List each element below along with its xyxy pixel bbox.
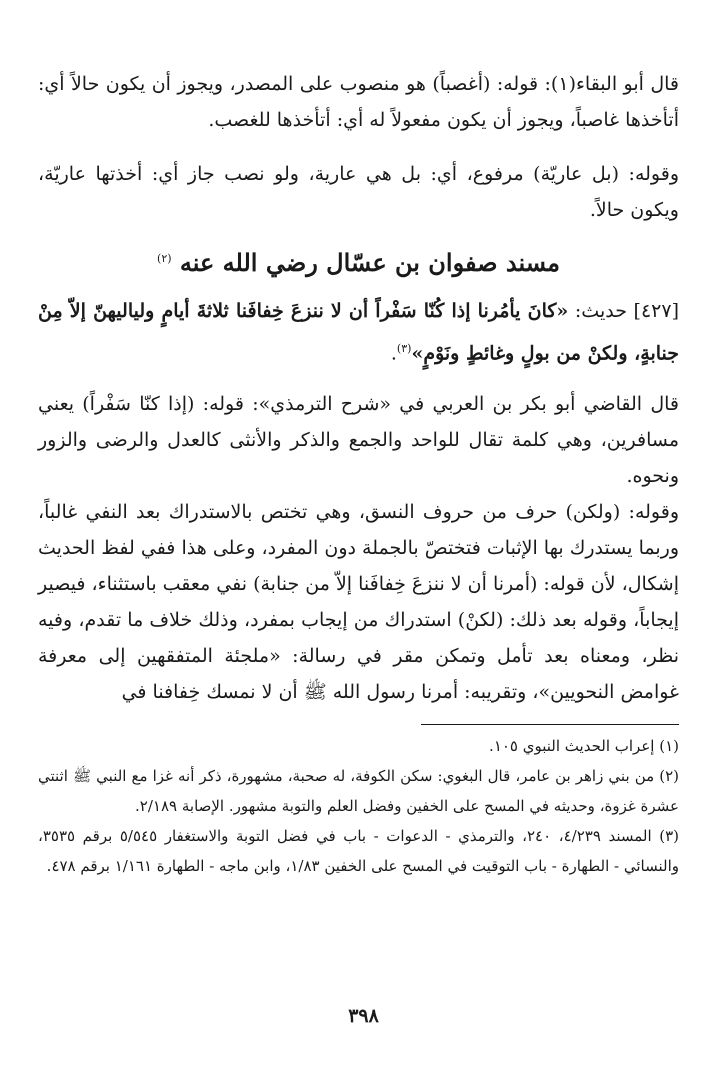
page-number: ٣٩٨	[348, 1005, 379, 1027]
hadith-number: [٤٢٧] حديث:	[568, 300, 679, 322]
footnote-1: (١) إعراب الحديث النبوي ١٠٥.	[489, 737, 679, 756]
footnote-2: (٢) من بني زاهر بن عامر، قال البغوي: سكن الكوفة، له صحبة، مشهورة، ذكر أنه غزا مع النبي ﷺ اثنتي عشرة غزوة، وحديثه في المسح على الخفين وفضل العلم والتوبة مشهور. الإصابة ٢/١٨٩.	[38, 767, 679, 816]
section-heading	[38, 242, 679, 280]
paragraph-ibn-al-arabi: قال القاضي أبو بكر بن العربي في «شرح الترمذي»: قوله: (إذا كنّا سَفْراً) يعني مسافرين، وهي كلمة تقال للواحد والجمع والذكر والأنثى كالعدل والرضى والزور ونحوه.	[38, 393, 679, 488]
paragraph-abu-al-baqa: قال أبو البقاء(١): قوله: (أغصباً) هو منصوب على المصدر، ويجوز أن يكون حالاً أي: أتأخذها غاصباً، ويجوز أن يكون مفعولاً له أي: أتأخذها للغصب.	[38, 73, 680, 131]
footnotes	[38, 731, 679, 881]
hadith-end: .	[390, 342, 397, 365]
paragraph-wa-lakin: وقوله: (ولكن) حرف من حروف النسق، وهي تختص بالاستدراك بعد النفي غالباً، وربما يستدرك بها الإثبات فتختصّ بالجملة دون المفرد، وعلى هذا ففي لفظ الحديث إشكال، لأن قوله: (أمرنا أن لا ننزعَ خِفافَنا إلاّ من جنابة) نفي معقب باستثناء، فيصير إيجاباً، وقوله بعد ذلك: (لكنْ) استدراك من إيجاب بمفرد، وذلك خلاف ما تقدم، وفيه نظر، ومعناه بعد تأمل وتمكن مقر في رسالة: «ملجئة المتفقهين إلى معرفة غوامض النحويين»، وتقريبه: أمرنا رسول الله ﷺ أن لا نمسك خِفافنا في	[38, 501, 679, 704]
footnote-3: (٣) المسند ٤/٢٣٩، ٢٤٠، والترمذي - الدعوات - باب في فضل التوبة والاستغفار ٥/٥٤٥ برقم ٣٥٣٥، والنسائي - الطهارة - باب التوقيت في المسح على الخفين ١/٨٣، وابن ماجه - الطهارة ١/١٦١ برقم ٤٧٨.	[38, 827, 680, 876]
heading-text: مسند صفوان بن عسّال رضي الله عنه	[179, 248, 560, 277]
heading-footnote-marker: (٢)	[157, 252, 172, 265]
footnote-divider	[421, 724, 679, 725]
paragraph-bal-ariya: وقوله: (بل عاريّة) مرفوع، أي: بل هي عارية، ولو نصب جاز أي: أخذتها عاريّة، ويكون حالاً.	[38, 163, 679, 221]
hadith-text: «كانَ يأمُرنا إذا كُنّا سَفْراً أن لا ننزعَ خِفافَنا ثلاثةَ أيامٍ ولياليهنّ إلاّ مِنْ جنابةٍ، ولكنْ من بولٍ وغائطٍ ونَوْمٍ»	[38, 300, 679, 365]
hadith-block	[38, 292, 679, 372]
hadith-footnote-marker: (٣)	[396, 342, 412, 355]
